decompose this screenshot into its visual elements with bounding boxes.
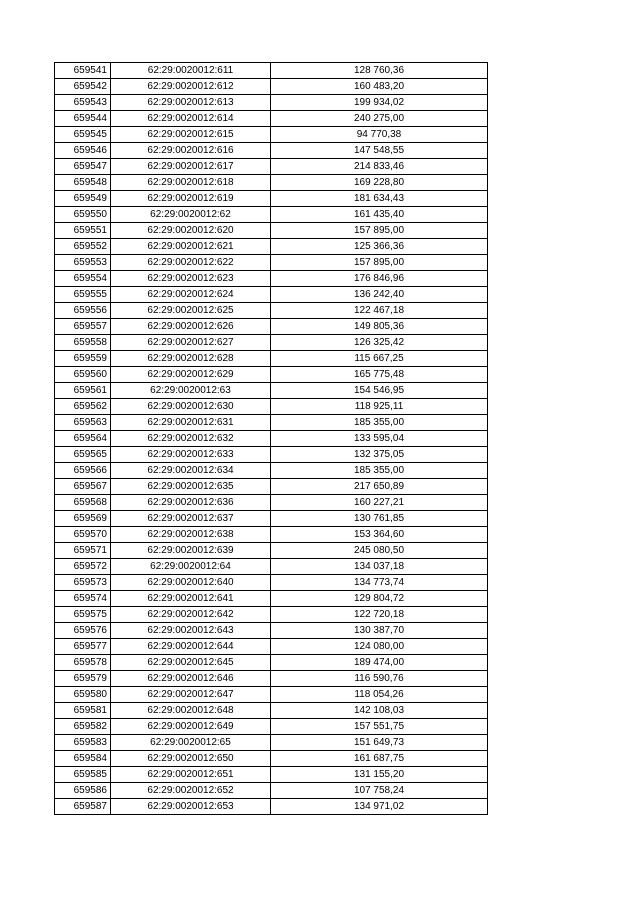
table-row: [55, 751, 488, 767]
cadastral-number-cell: 62:29:0020012:649: [111, 719, 271, 735]
cadastral-number-cell: 62:29:0020012:646: [111, 671, 271, 687]
value-cell: 240 275,00: [271, 111, 488, 127]
cadastral-number-cell: 62:29:0020012:635: [111, 479, 271, 495]
cadastral-number-cell: 62:29:0020012:642: [111, 607, 271, 623]
row-id-cell: 659574: [55, 591, 111, 607]
cadastral-number-cell: 62:29:0020012:632: [111, 431, 271, 447]
value-cell: 115 667,25: [271, 351, 488, 367]
table-body: [55, 63, 488, 815]
cadastral-number-cell: 62:29:0020012:629: [111, 367, 271, 383]
value-cell: 134 773,74: [271, 575, 488, 591]
value-cell: 118 054,26: [271, 687, 488, 703]
cadastral-number-cell: 62:29:0020012:630: [111, 399, 271, 415]
row-id-cell: 659556: [55, 303, 111, 319]
cadastral-number-cell: 62:29:0020012:653: [111, 799, 271, 815]
row-id-cell: 659583: [55, 735, 111, 751]
row-id-cell: 659550: [55, 207, 111, 223]
value-cell: 161 687,75: [271, 751, 488, 767]
table-row: [55, 175, 488, 191]
table-row: [55, 623, 488, 639]
value-cell: 125 366,36: [271, 239, 488, 255]
cadastral-number-cell: 62:29:0020012:647: [111, 687, 271, 703]
table-row: [55, 527, 488, 543]
cadastral-number-cell: 62:29:0020012:612: [111, 79, 271, 95]
row-id-cell: 659548: [55, 175, 111, 191]
value-cell: 161 435,40: [271, 207, 488, 223]
cadastral-number-cell: 62:29:0020012:62: [111, 207, 271, 223]
value-cell: 142 108,03: [271, 703, 488, 719]
row-id-cell: 659569: [55, 511, 111, 527]
cadastral-number-cell: 62:29:0020012:626: [111, 319, 271, 335]
value-cell: 149 805,36: [271, 319, 488, 335]
value-cell: 128 760,36: [271, 63, 488, 79]
cadastral-number-cell: 62:29:0020012:620: [111, 223, 271, 239]
table-row: [55, 159, 488, 175]
row-id-cell: 659542: [55, 79, 111, 95]
value-cell: 151 649,73: [271, 735, 488, 751]
row-id-cell: 659562: [55, 399, 111, 415]
value-cell: 122 467,18: [271, 303, 488, 319]
value-cell: 160 227,21: [271, 495, 488, 511]
value-cell: 185 355,00: [271, 415, 488, 431]
cadastral-number-cell: 62:29:0020012:619: [111, 191, 271, 207]
value-cell: 157 895,00: [271, 255, 488, 271]
value-cell: 118 925,11: [271, 399, 488, 415]
cadastral-number-cell: 62:29:0020012:636: [111, 495, 271, 511]
row-id-cell: 659570: [55, 527, 111, 543]
table-row: [55, 63, 488, 79]
row-id-cell: 659579: [55, 671, 111, 687]
table-row: [55, 367, 488, 383]
table-row: [55, 111, 488, 127]
row-id-cell: 659566: [55, 463, 111, 479]
table-row: [55, 255, 488, 271]
table-row: [55, 239, 488, 255]
table-row: [55, 223, 488, 239]
value-cell: 116 590,76: [271, 671, 488, 687]
value-cell: 199 934,02: [271, 95, 488, 111]
cadastral-number-cell: 62:29:0020012:631: [111, 415, 271, 431]
value-cell: 130 387,70: [271, 623, 488, 639]
cadastral-number-cell: 62:29:0020012:617: [111, 159, 271, 175]
row-id-cell: 659586: [55, 783, 111, 799]
row-id-cell: 659551: [55, 223, 111, 239]
cadastral-number-cell: 62:29:0020012:628: [111, 351, 271, 367]
row-id-cell: 659553: [55, 255, 111, 271]
value-cell: 214 833,46: [271, 159, 488, 175]
row-id-cell: 659563: [55, 415, 111, 431]
cadastral-number-cell: 62:29:0020012:645: [111, 655, 271, 671]
row-id-cell: 659549: [55, 191, 111, 207]
value-cell: 134 971,02: [271, 799, 488, 815]
cadastral-number-cell: 62:29:0020012:611: [111, 63, 271, 79]
table-row: [55, 767, 488, 783]
value-cell: 122 720,18: [271, 607, 488, 623]
value-cell: 217 650,89: [271, 479, 488, 495]
table-row: [55, 207, 488, 223]
row-id-cell: 659571: [55, 543, 111, 559]
row-id-cell: 659560: [55, 367, 111, 383]
row-id-cell: 659587: [55, 799, 111, 815]
cadastral-number-cell: 62:29:0020012:652: [111, 783, 271, 799]
value-cell: 154 546,95: [271, 383, 488, 399]
table-row: [55, 335, 488, 351]
table-row: [55, 703, 488, 719]
row-id-cell: 659577: [55, 639, 111, 655]
cadastral-number-cell: 62:29:0020012:614: [111, 111, 271, 127]
value-cell: 126 325,42: [271, 335, 488, 351]
table-row: [55, 671, 488, 687]
table-row: [55, 271, 488, 287]
table-row: [55, 431, 488, 447]
value-cell: 165 775,48: [271, 367, 488, 383]
table-row: [55, 607, 488, 623]
row-id-cell: 659585: [55, 767, 111, 783]
row-id-cell: 659545: [55, 127, 111, 143]
table-row: [55, 191, 488, 207]
value-cell: 245 080,50: [271, 543, 488, 559]
cadastral-number-cell: 62:29:0020012:625: [111, 303, 271, 319]
value-cell: 181 634,43: [271, 191, 488, 207]
table-row: [55, 143, 488, 159]
row-id-cell: 659544: [55, 111, 111, 127]
table-row: [55, 79, 488, 95]
cadastral-number-cell: 62:29:0020012:637: [111, 511, 271, 527]
value-cell: 130 761,85: [271, 511, 488, 527]
cadastral-number-cell: 62:29:0020012:615: [111, 127, 271, 143]
cadastral-number-cell: 62:29:0020012:638: [111, 527, 271, 543]
cadastral-number-cell: 62:29:0020012:633: [111, 447, 271, 463]
table-row: [55, 351, 488, 367]
cadastral-number-cell: 62:29:0020012:622: [111, 255, 271, 271]
value-cell: 169 228,80: [271, 175, 488, 191]
row-id-cell: 659547: [55, 159, 111, 175]
value-cell: 129 804,72: [271, 591, 488, 607]
value-cell: 124 080,00: [271, 639, 488, 655]
table-row: [55, 303, 488, 319]
value-cell: 136 242,40: [271, 287, 488, 303]
value-cell: 160 483,20: [271, 79, 488, 95]
cadastral-number-cell: 62:29:0020012:640: [111, 575, 271, 591]
table-row: [55, 383, 488, 399]
cadastral-number-cell: 62:29:0020012:623: [111, 271, 271, 287]
table-row: [55, 687, 488, 703]
value-cell: 189 474,00: [271, 655, 488, 671]
row-id-cell: 659558: [55, 335, 111, 351]
row-id-cell: 659565: [55, 447, 111, 463]
table-row: [55, 735, 488, 751]
value-cell: 133 595,04: [271, 431, 488, 447]
value-cell: 153 364,60: [271, 527, 488, 543]
row-id-cell: 659572: [55, 559, 111, 575]
cadastral-number-cell: 62:29:0020012:627: [111, 335, 271, 351]
cadastral-number-cell: 62:29:0020012:643: [111, 623, 271, 639]
row-id-cell: 659576: [55, 623, 111, 639]
table-row: [55, 479, 488, 495]
value-cell: 134 037,18: [271, 559, 488, 575]
cadastral-number-cell: 62:29:0020012:621: [111, 239, 271, 255]
table-row: [55, 463, 488, 479]
table-row: [55, 319, 488, 335]
value-cell: 185 355,00: [271, 463, 488, 479]
row-id-cell: 659557: [55, 319, 111, 335]
cadastral-number-cell: 62:29:0020012:613: [111, 95, 271, 111]
cadastral-number-cell: 62:29:0020012:624: [111, 287, 271, 303]
cadastral-number-cell: 62:29:0020012:65: [111, 735, 271, 751]
table-row: [55, 655, 488, 671]
value-cell: 131 155,20: [271, 767, 488, 783]
table-row: [55, 287, 488, 303]
table-row: [55, 399, 488, 415]
row-id-cell: 659559: [55, 351, 111, 367]
cadastral-number-cell: 62:29:0020012:644: [111, 639, 271, 655]
row-id-cell: 659582: [55, 719, 111, 735]
cadastral-number-cell: 62:29:0020012:648: [111, 703, 271, 719]
row-id-cell: 659561: [55, 383, 111, 399]
row-id-cell: 659578: [55, 655, 111, 671]
row-id-cell: 659564: [55, 431, 111, 447]
row-id-cell: 659555: [55, 287, 111, 303]
row-id-cell: 659543: [55, 95, 111, 111]
table-row: [55, 575, 488, 591]
table-row: [55, 127, 488, 143]
row-id-cell: 659581: [55, 703, 111, 719]
cadastral-number-cell: 62:29:0020012:650: [111, 751, 271, 767]
table-row: [55, 783, 488, 799]
table-row: [55, 559, 488, 575]
value-cell: 157 551,75: [271, 719, 488, 735]
table-row: [55, 799, 488, 815]
cadastral-number-cell: 62:29:0020012:618: [111, 175, 271, 191]
cadastral-number-cell: 62:29:0020012:64: [111, 559, 271, 575]
value-cell: 107 758,24: [271, 783, 488, 799]
cadastral-number-cell: 62:29:0020012:63: [111, 383, 271, 399]
row-id-cell: 659554: [55, 271, 111, 287]
cadastral-number-cell: 62:29:0020012:634: [111, 463, 271, 479]
table-row: [55, 543, 488, 559]
table-row: [55, 495, 488, 511]
cadastral-number-cell: 62:29:0020012:641: [111, 591, 271, 607]
value-cell: 94 770,38: [271, 127, 488, 143]
row-id-cell: 659567: [55, 479, 111, 495]
cadastral-number-cell: 62:29:0020012:639: [111, 543, 271, 559]
row-id-cell: 659573: [55, 575, 111, 591]
cadastral-number-cell: 62:29:0020012:616: [111, 143, 271, 159]
row-id-cell: 659584: [55, 751, 111, 767]
table-row: [55, 95, 488, 111]
cadastral-number-cell: 62:29:0020012:651: [111, 767, 271, 783]
table-row: [55, 447, 488, 463]
row-id-cell: 659580: [55, 687, 111, 703]
value-cell: 157 895,00: [271, 223, 488, 239]
value-cell: 132 375,05: [271, 447, 488, 463]
table-row: [55, 591, 488, 607]
row-id-cell: 659541: [55, 63, 111, 79]
row-id-cell: 659568: [55, 495, 111, 511]
data-table: [54, 62, 488, 815]
row-id-cell: 659552: [55, 239, 111, 255]
value-cell: 147 548,55: [271, 143, 488, 159]
table-row: [55, 511, 488, 527]
row-id-cell: 659546: [55, 143, 111, 159]
table-row: [55, 639, 488, 655]
table-row: [55, 415, 488, 431]
row-id-cell: 659575: [55, 607, 111, 623]
value-cell: 176 846,96: [271, 271, 488, 287]
table-row: [55, 719, 488, 735]
